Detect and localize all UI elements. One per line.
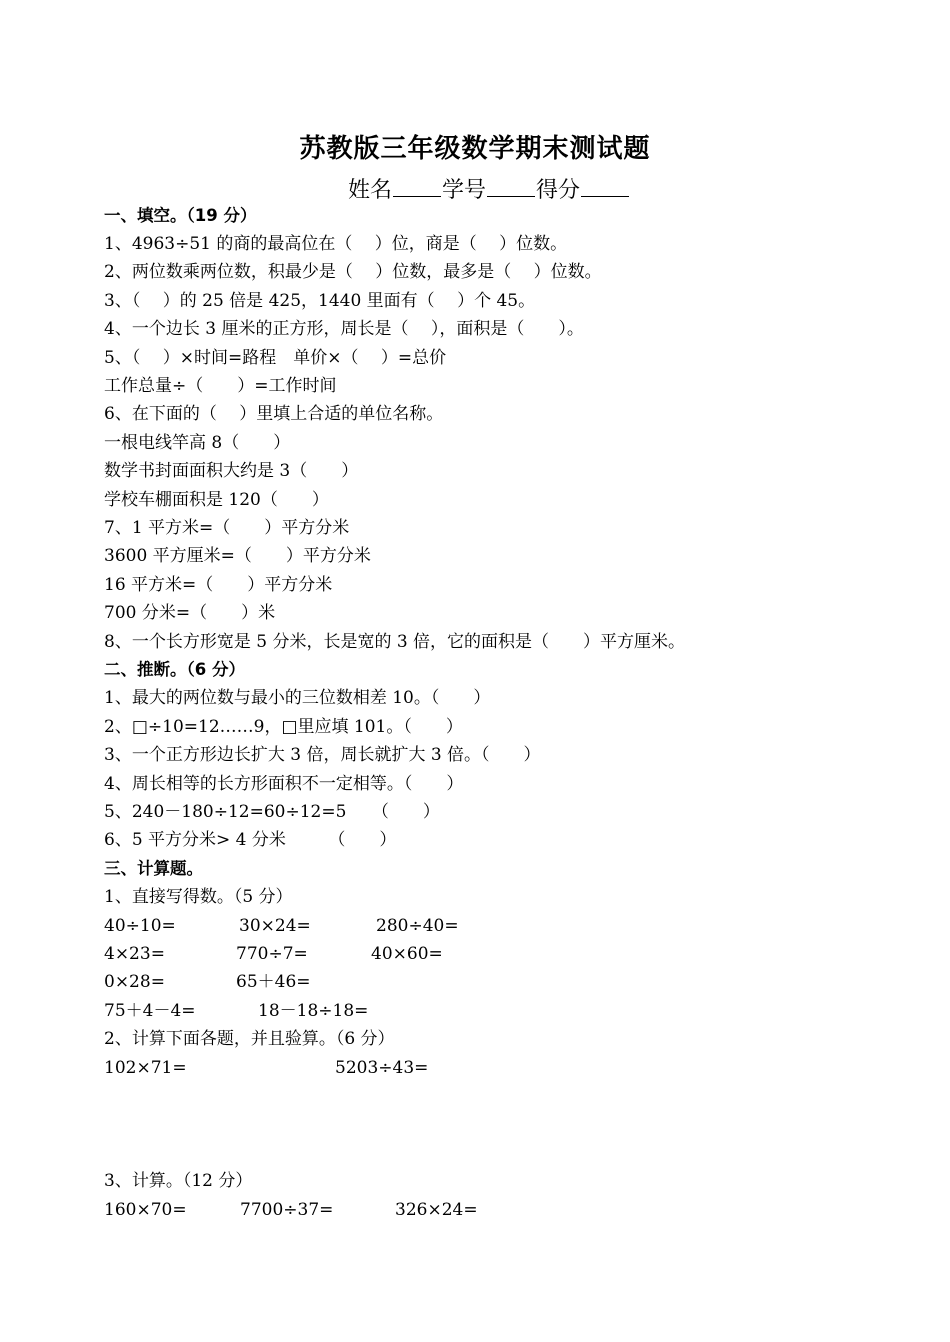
question: 1、4963÷51 的商的最高位在（ ）位，商是（ ）位数。: [104, 234, 568, 254]
question: 工作总量÷（ ）=工作时间: [104, 376, 337, 396]
question: 6、5 平方分米> 4 分米 （ ）: [104, 830, 397, 850]
problem: 770÷7=: [236, 944, 308, 964]
question: 8、一个长方形宽是 5 分米，长是宽的 3 倍，它的面积是（ ）平方厘米。: [104, 632, 686, 652]
score-label: 得分: [536, 178, 581, 203]
question: 2、两位数乘两位数，积最少是（ ）位数，最多是（ ）位数。: [104, 262, 602, 282]
problem: 160×70=: [104, 1200, 187, 1220]
question: 学校车棚面积是 120（ ）: [104, 490, 329, 510]
page-title: 苏教版三年级数学期末测试题: [299, 134, 651, 164]
question: 7、1 平方米=（ ）平方分米: [104, 518, 350, 538]
question: 5、（ ）×时间=路程 单价×（ ）=总价: [104, 348, 447, 368]
question: 一根电线竿高 8（ ）: [104, 433, 291, 453]
problem: 0×28=: [104, 972, 165, 992]
problem: 7700÷37=: [240, 1200, 334, 1220]
name-label: 姓名: [348, 178, 393, 203]
question: 1、最大的两位数与最小的三位数相差 10。（ ）: [104, 688, 491, 708]
problem: 4×23=: [104, 944, 165, 964]
section-heading-calculation: 三、计算题。: [104, 859, 203, 878]
question: 2、□÷10=12……9，□里应填 101。（ ）: [104, 717, 463, 737]
problem: 65＋46=: [236, 972, 311, 992]
question: 4、一个边长 3 厘米的正方形，周长是（ ），面积是（ ）。: [104, 319, 584, 339]
question: 3600 平方厘米=（ ）平方分米: [104, 546, 371, 566]
problem: 280÷40=: [376, 916, 459, 936]
section-heading-fill-in: 一、填空。（19 分）: [104, 206, 257, 225]
question: 3、计算。（12 分）: [104, 1171, 253, 1191]
student-info-line: [348, 173, 630, 204]
problem: 5203÷43=: [335, 1058, 429, 1078]
student-id-blank[interactable]: [487, 178, 535, 197]
problem: 102×71=: [104, 1058, 187, 1078]
section-heading-true-false: 二、推断。（6 分）: [104, 660, 245, 679]
problem: 40×60=: [371, 944, 443, 964]
question: 3、一个正方形边长扩大 3 倍，周长就扩大 3 倍。（ ）: [104, 745, 541, 765]
question: 6、在下面的（ ）里填上合适的单位名称。: [104, 404, 444, 424]
student-id-label: 学号: [442, 178, 487, 203]
question: 2、计算下面各题，并且验算。（6 分）: [104, 1029, 395, 1049]
question: 4、周长相等的长方形面积不一定相等。（ ）: [104, 774, 464, 794]
question: 3、（ ）的 25 倍是 425，1440 里面有（ ）个 45。: [104, 291, 536, 311]
problem: 75＋4－4=: [104, 1001, 196, 1021]
question: 数学书封面面积大约是 3（ ）: [104, 461, 359, 481]
question: 16 平方米=（ ）平方分米: [104, 575, 333, 595]
score-blank[interactable]: [581, 178, 629, 197]
problem: 18－18÷18=: [258, 1001, 369, 1021]
problem: 326×24=: [395, 1200, 478, 1220]
question: 1、直接写得数。（5 分）: [104, 887, 293, 907]
problem: 40÷10=: [104, 916, 176, 936]
question: 5、240－180÷12=60÷12=5 （ ）: [104, 802, 440, 822]
name-blank[interactable]: [393, 178, 441, 197]
problem: 30×24=: [239, 916, 311, 936]
question: 700 分米=（ ）米: [104, 603, 276, 623]
